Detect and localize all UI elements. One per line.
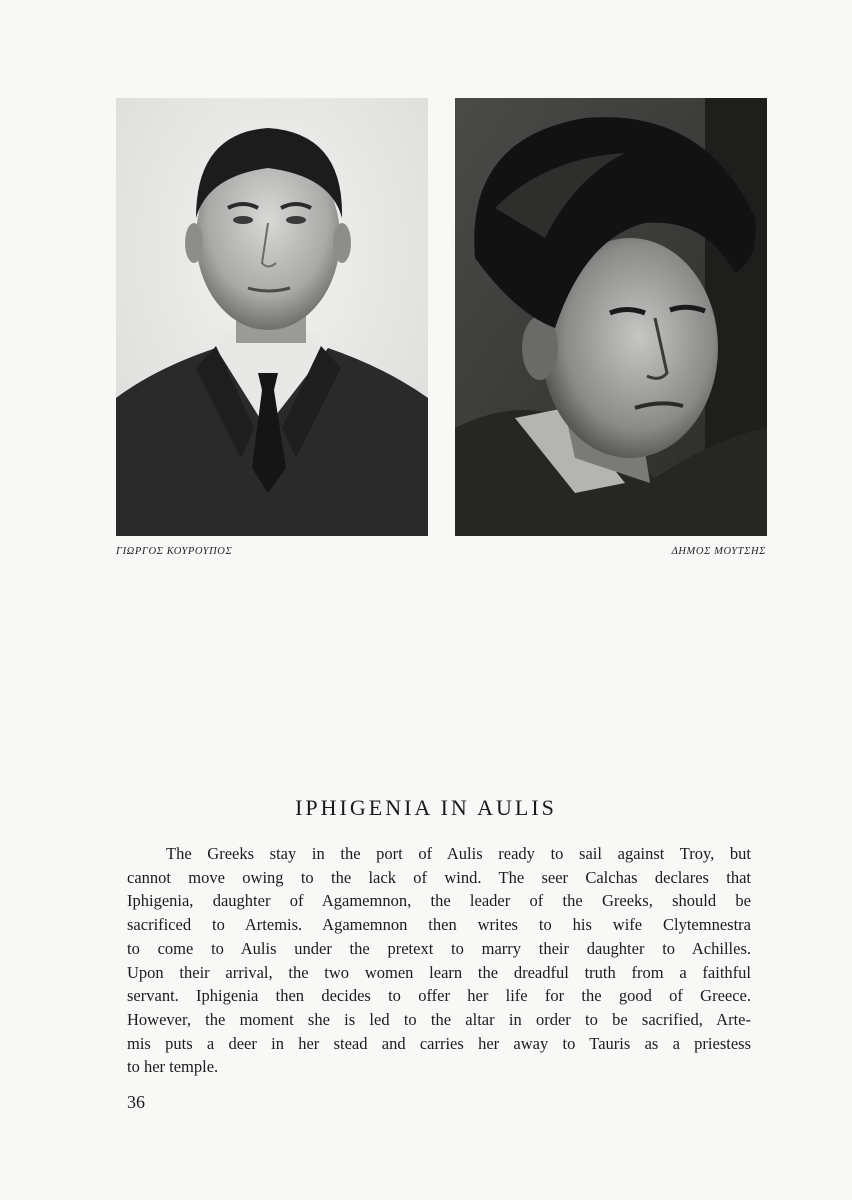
article-line: sacrificed to Artemis. Agamemnon then writes to his wife Clytemnestra	[127, 915, 751, 935]
article-line: to her temple.	[127, 1057, 219, 1077]
article-title: IPHIGENIA IN AULIS	[295, 795, 557, 820]
article-body	[127, 842, 751, 1079]
article-line: cannot move owing to the lack of wind. The seer Calchas declares that	[127, 867, 751, 887]
portrait-photo-right	[455, 98, 767, 536]
page-number: 36	[127, 1092, 145, 1112]
portrait-image-right	[455, 98, 767, 536]
article-line: mis puts a deer in her stead and carries her away to Tauris as a priestess	[127, 1033, 751, 1053]
portrait-image-left	[116, 98, 428, 536]
article-line: to come to Aulis under the pretext to marry their daughter to Achilles.	[127, 938, 751, 958]
photo-caption-left: ΓΙΩΡΓΟΣ ΚΟΥΡΟΥΠΟΣ	[116, 546, 233, 557]
article-line: The Greeks stay in the port of Aulis ready to sail against Troy, but	[166, 844, 751, 863]
article-line: Upon their arrival, the two women learn the dreadful truth from a faithful	[127, 962, 751, 982]
article-line: Iphigenia, daughter of Agamemnon, the leader of the Greeks, should be	[127, 891, 751, 911]
photo-caption-right: ΔΗΜΟΣ ΜΟΥΤΣΗΣ	[671, 546, 766, 557]
article-line: However, the moment she is led to the altar in order to be sacrified, Arte-	[127, 1009, 751, 1029]
portrait-photo-left	[116, 98, 428, 536]
article-line: servant. Iphigenia then decides to offer her life for the good of Greece.	[127, 986, 751, 1006]
